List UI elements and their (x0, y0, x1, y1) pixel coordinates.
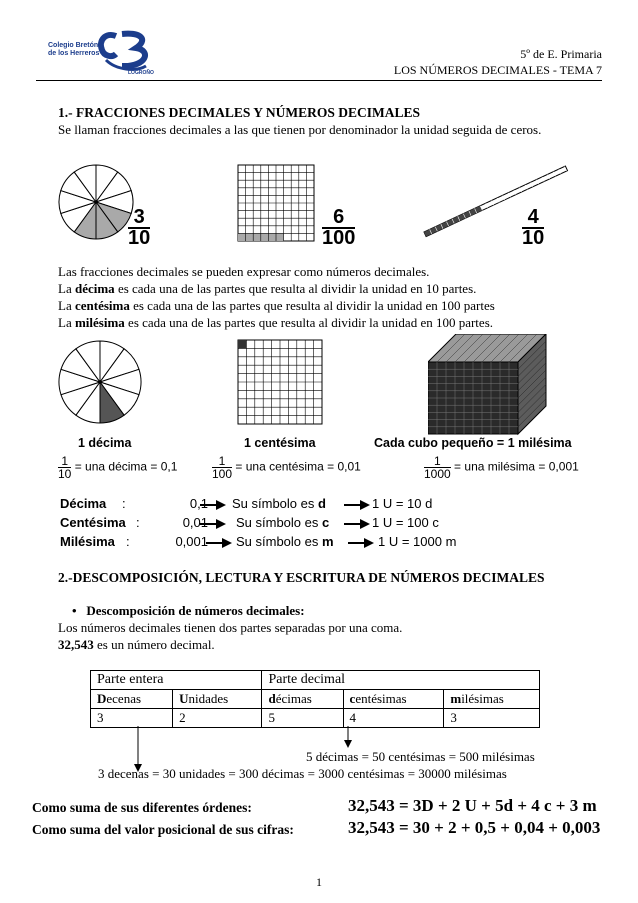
eq-decima (58, 455, 177, 480)
table-cell: 2 (173, 709, 262, 728)
eq-centesima-den: 100 (212, 467, 233, 481)
arrow-down-decimas (338, 726, 358, 750)
eq-milesima (424, 455, 579, 480)
symbol-colon: : (136, 515, 140, 530)
table-cell: 5 (262, 709, 343, 728)
symbol-colon: : (122, 496, 126, 511)
header-text (394, 46, 602, 78)
table-col-header: Unidades (173, 690, 262, 709)
centesima-def-c: es cada una de las partes que resulta al dividir la unidad en 100 partes (129, 298, 495, 313)
decima-def-c: es cada una de las partes que resulta al dividir la unidad en 10 partes. (114, 281, 477, 296)
table-col-header: milésimas (444, 690, 540, 709)
eq-decima-num: 1 (58, 455, 71, 468)
centesima-definition (58, 297, 495, 314)
arrow-right-icon (344, 518, 370, 530)
arrow-right-icon (200, 499, 226, 511)
table-cell: 3 (91, 709, 173, 728)
symbol-row (60, 534, 620, 552)
section1-intro: Se llaman fracciones decimales a las que tienen por denominador la unidad seguida de ceros. (58, 122, 542, 137)
ruler-tenths (420, 160, 570, 240)
eq-milesima-text: = una milésima = 0,001 (454, 459, 579, 474)
symbol-row (60, 496, 620, 514)
fraction-4-10-num: 4 (522, 208, 544, 229)
fraction-3-10 (128, 208, 150, 248)
fraction-3-10-num: 3 (128, 208, 150, 229)
bullet-dot: • (72, 603, 87, 618)
group-entera: Parte entera (91, 671, 262, 690)
sum2-value: 32,543 = 30 + 2 + 0,5 + 0,04 + 0,003 (348, 818, 601, 837)
decima-definition (58, 280, 476, 297)
table-group-row (91, 671, 540, 690)
eq-decimas-line: 5 décimas = 50 centésimas = 500 milésimas (306, 749, 535, 764)
decimal-example-text: es un número decimal. (93, 637, 215, 652)
bullet-text: Descomposición de números decimales: (86, 603, 305, 618)
table-col-header: décimas (262, 690, 343, 709)
eq-decenas-line: 3 decenas = 30 unidades = 300 décimas = 3000 centésimas = 30000 milésimas (98, 766, 507, 781)
grid-one-hundredth (236, 338, 326, 428)
fraction-6-100-den: 100 (322, 227, 356, 249)
symbol-value: 0,001 (175, 534, 208, 549)
symbol-name: Milésima (60, 534, 115, 549)
table-cell: 3 (444, 709, 540, 728)
milesima-def-b: milésima (74, 315, 125, 330)
eq-centesima (212, 455, 361, 480)
eq-decima-den: 10 (58, 467, 72, 481)
centesima-def-b: centésima (74, 298, 130, 313)
sum2-label: Como suma del valor posicional de sus cifras: (32, 822, 294, 837)
eq-centesima-frac (212, 455, 232, 480)
header-rule (36, 80, 602, 81)
symbol-colon: : (126, 534, 130, 549)
caption-centesima: 1 centésima (244, 436, 316, 450)
decimal-example: 32,543 (58, 637, 94, 652)
logo-line-3: LOGROÑO (128, 70, 154, 76)
milesima-definition (58, 314, 493, 331)
fraction-4-10-den: 10 (522, 227, 545, 249)
section2-p2 (58, 636, 215, 653)
grid-hundredths-shaded (236, 163, 316, 243)
eq-decima-frac (58, 455, 71, 480)
table-col-header: Decenas (91, 690, 173, 709)
milesima-def-c: es cada una de las partes que resulta al dividir la unidad en 100 partes. (124, 315, 493, 330)
decima-def-b: décima (74, 281, 115, 296)
section2-title: 2.-DESCOMPOSICIÓN, LECTURA Y ESCRITURA DE NÚMEROS DECIMALES (58, 570, 545, 585)
arrow-right-icon (348, 537, 374, 549)
eq-milesima-frac (424, 455, 451, 480)
fraction-3-10-den: 10 (128, 227, 151, 249)
table-col-header: centésimas (343, 690, 444, 709)
header-level: 5º de E. Primaria (520, 47, 602, 61)
arrow-right-icon (200, 518, 226, 530)
decimal-place-table (90, 670, 540, 728)
decimal-expression-text: Las fracciones decimales se pueden expresar como números decimales. (58, 264, 430, 279)
eq-centesima-num: 1 (212, 455, 232, 468)
page-number: 1 (316, 875, 322, 889)
symbol-name: Centésima (60, 515, 126, 530)
decima-def-a: La (58, 281, 75, 296)
symbol-row (60, 515, 620, 533)
section2-p1: Los números decimales tienen dos partes separadas por una coma. (58, 620, 403, 635)
arrow-right-icon (344, 499, 370, 511)
sum1-label: Como suma de sus diferentes órdenes: (32, 800, 252, 815)
logo-line-2: de los Herreros (48, 50, 100, 57)
table-header-row (91, 690, 540, 709)
eq-milesima-den: 1000 (424, 467, 451, 481)
eq-milesima-num: 1 (424, 455, 451, 468)
fraction-4-10 (522, 208, 544, 248)
caption-decima: 1 décima (78, 436, 132, 450)
symbol-value: 0,1 (189, 496, 208, 511)
logo-line-1: Colegio Bretón (48, 42, 99, 49)
symbol-equation: 1 U = 1000 m (378, 534, 457, 549)
symbol-text: Su símbolo es m (236, 534, 334, 549)
fraction-6-100-num: 6 (322, 208, 355, 229)
eq-decima-text: = una décima = 0,1 (74, 459, 178, 474)
arrow-right-icon (206, 537, 232, 549)
symbol-value: 0,01 (182, 515, 208, 530)
section1-title: 1.- FRACCIONES DECIMALES Y NÚMEROS DECIMALES (58, 105, 421, 120)
milesima-def-a: La (58, 315, 75, 330)
header-topic: LOS NÚMEROS DECIMALES - TEMA 7 (393, 63, 602, 77)
group-decimal: Parte decimal (262, 671, 540, 690)
bullet-descomposicion (72, 602, 305, 619)
school-logo (46, 26, 166, 80)
sum1-value: 32,543 = 3D + 2 U + 5d + 4 c + 3 m (348, 796, 597, 815)
circle-tenths-shaded (56, 162, 136, 242)
circle-one-tenth (56, 338, 146, 428)
table-cell: 4 (343, 709, 444, 728)
symbol-text: Su símbolo es c (236, 515, 330, 530)
cube-thousandths (428, 334, 568, 436)
symbol-name: Décima (60, 496, 107, 511)
eq-centesima-text: = una centésima = 0,01 (235, 459, 361, 474)
symbol-equation: 1 U = 10 d (372, 496, 433, 511)
symbol-text: Su símbolo es d (232, 496, 326, 511)
table-value-row (91, 709, 540, 728)
centesima-def-a: La (58, 298, 75, 313)
symbol-equation: 1 U = 100 c (372, 515, 439, 530)
caption-milesima: Cada cubo pequeño = 1 milésima (374, 436, 572, 450)
fraction-6-100 (322, 208, 355, 248)
